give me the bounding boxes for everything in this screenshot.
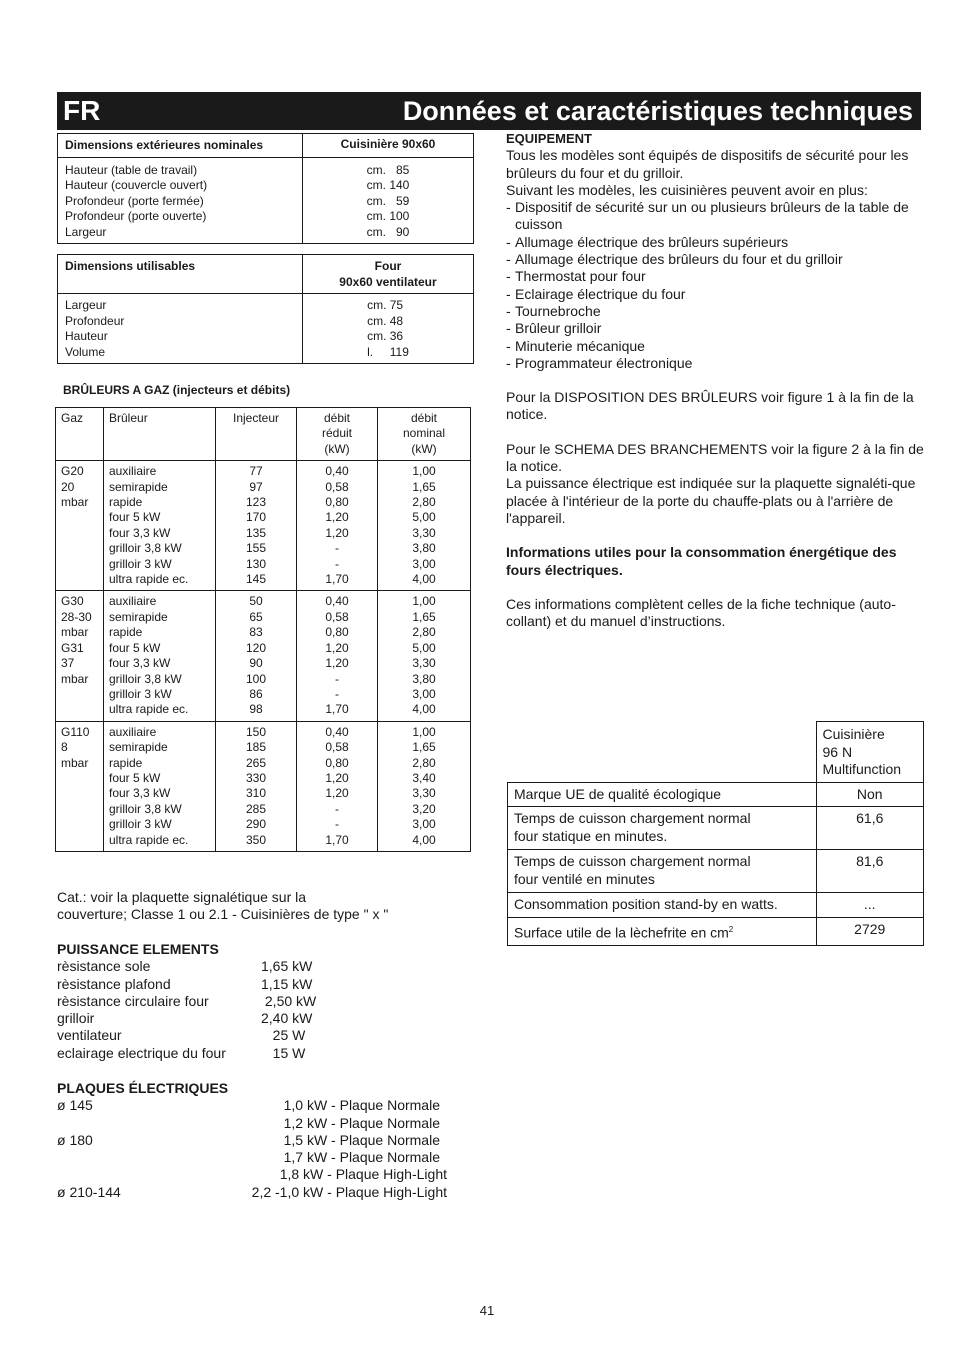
language-code: FR: [63, 95, 101, 126]
injector-list: 77 97 123 170 135 155 130 145: [216, 461, 297, 591]
gas-row-group-g30: [56, 591, 471, 721]
reduced-flow-list: 0,40 0,58 0,80 1,20 1,20 - - 1,70: [297, 591, 378, 721]
power-item: eclairage electrique du four 15 W: [57, 1044, 306, 1061]
plate-item: 1,2 kW - Plaque Normale: [283, 1114, 440, 1131]
power-elements-title: PUISSANCE ELEMENTS: [57, 941, 219, 957]
table-row: Temps de cuisson chargement normal four ventilé en minutes 81,6: [508, 850, 924, 893]
nominal-flow-list: 1,00 1,65 2,80 5,00 3,30 3,80 3,00 4,00: [378, 591, 471, 721]
table-row: Temps de cuisson chargement normal four statique en minutes. 61,6: [508, 807, 924, 850]
energy-table-header: Cuisinière 96 N Multifunction: [816, 722, 924, 783]
plate-item: 1,8 kW - Plaque High-Light: [279, 1166, 447, 1183]
electric-plates-title: PLAQUES ÉLECTRIQUES: [57, 1080, 229, 1096]
list-item: - Brûleur grilloir: [506, 320, 602, 337]
plate-item: ø 180 1,5 kW - Plaque Normale: [57, 1131, 440, 1148]
equipment-intro: Tous les modèles sont équipés de dispositifs de sécurité pour les brûleurs du four et du grilloir.: [506, 147, 909, 181]
table-row: Consommation position stand-by en watts. ...: [508, 893, 924, 918]
table-row: Surface utile de la lèchefrite en $cm^2$ 2729: [508, 917, 924, 945]
gas-header-gaz: Gaz: [56, 408, 104, 461]
gas-header-nominal: débit nominal (kW): [378, 408, 471, 461]
exterior-dims-header: Dimensions extérieures nominales: [58, 134, 303, 158]
gas-burners-table: [55, 407, 471, 852]
burner-layout-note: Pour la DISPOSITION DES BRÛLEURS voir figure 1 à la fin de la notice.: [506, 389, 914, 423]
power-item: grilloir 2,40 kW: [57, 1010, 313, 1027]
power-item: rèsistance sole 1,65 kW: [57, 958, 313, 975]
page-header: [57, 92, 921, 130]
gas-header-burner: Brûleur: [104, 408, 216, 461]
gas-row-group-g110: [56, 721, 471, 851]
usable-dimensions-table: [57, 254, 474, 364]
power-item: ventilateur 25 W: [57, 1027, 306, 1044]
list-item: - Allumage électrique des brûleurs supérieurs: [506, 233, 789, 250]
exterior-dims-values: cm. 85 cm. 140 cm. 59 cm. 100 cm. 90: [303, 157, 474, 244]
list-item: - Programmateur électronique: [506, 354, 693, 371]
plate-item: ø 210-144 2,2 -1,0 kW - Plaque High-Light: [57, 1183, 447, 1200]
reduced-flow-list: 0,40 0,58 0,80 1,20 1,20 - - 1,70: [297, 721, 378, 851]
equipment-list: [506, 199, 924, 372]
list-item: - Tournebroche: [506, 302, 601, 319]
equipment-title: EQUIPEMENT: [506, 131, 592, 146]
electric-plates-section: [57, 1080, 447, 1201]
gas-row-group-g20: [56, 461, 471, 591]
list-item: - Minuterie mécanique: [506, 337, 645, 354]
injector-list: 150 185 265 330 310 285 290 350: [216, 721, 297, 851]
plate-item: 1,7 kW - Plaque Normale: [283, 1149, 440, 1166]
exterior-dimensions-table: [57, 133, 474, 244]
list-item: - Thermostat pour four: [506, 268, 646, 285]
wiring-note: Pour le SCHEMA DES BRANCHEMENTS voir la figure 2 à la fin de la notice.: [506, 440, 924, 475]
usable-dims-values: cm. 75 cm. 48 cm. 36 l. 119: [303, 294, 474, 364]
page-number: 41: [479, 1303, 495, 1318]
reduced-flow-list: 0,40 0,58 0,80 1,20 1,20 - - 1,70: [297, 461, 378, 591]
burner-list: auxiliaire semirapide rapide four 5 kW four 3,3 kW grilloir 3,8 kW grilloir 3 kW ultra rapide ec.: [104, 461, 216, 591]
exterior-dims-model: Cuisinière 90x60: [303, 134, 474, 158]
plate-item: ø 145 1,0 kW - Plaque Normale: [57, 1097, 440, 1114]
equipment-intro-2: Suivant les modèles, les cuisinières peuvent avoir en plus:: [506, 181, 868, 198]
energy-table: [507, 721, 924, 946]
energy-info-text: Ces informations complètent celles de la fiche technique (auto-collant) et du manuel d’instructions.: [506, 595, 896, 630]
gas-header-reduced: débit réduit (kW): [297, 408, 378, 461]
burner-list: auxiliaire semirapide rapide four 5 kW four 3,3 kW grilloir 3,8 kW grilloir 3 kW ultra rapide ec.: [104, 721, 216, 851]
burner-list: auxiliaire semirapide rapide four 5 kW four 3,3 kW grilloir 3,8 kW grilloir 3 kW ultra rapide ec.: [104, 591, 216, 721]
table-row: Marque UE de qualité écologique Non: [508, 782, 924, 807]
power-elements-section: [57, 941, 357, 1062]
gas-type: G30 28-30 mbar G31 37 mbar: [56, 591, 104, 721]
category-note: Cat.: voir la plaquette signalétique sur la couverture; Classe 1 ou 2.1 - Cuisinières de type " x ": [57, 889, 389, 923]
power-rating-note: La puissance électrique est indiquée sur la plaquette signaléti-que placée à l'intérieur de la porte du chauffe-plats ou à l'arrière de l'appareil.: [506, 475, 916, 526]
energy-info-title: Informations utiles pour la consommation énergétique des fours électriques.: [506, 544, 897, 578]
list-item: - Eclairage électrique du four: [506, 285, 686, 302]
nominal-flow-list: 1,00 1,65 2,80 3,40 3,30 3,20 3,00 4,00: [378, 721, 471, 851]
usable-dims-labels: Largeur Profondeur Hauteur Volume: [58, 294, 303, 364]
list-item: - Dispositif de sécurité sur un ou plusieurs brûleurs de la table de cuisson: [506, 199, 909, 233]
equipment-section: [506, 130, 924, 630]
exterior-dims-labels: Hauteur (table de travail) Hauteur (couvercle ouvert) Profondeur (porte fermée) Profondeur (porte ouverte) Largeur: [58, 157, 303, 244]
injector-list: 50 65 83 120 90 100 86 98: [216, 591, 297, 721]
gas-type: G20 20 mbar: [56, 461, 104, 591]
gas-header-injector: Injecteur: [216, 408, 297, 461]
power-item: rèsistance plafond 1,15 kW: [57, 975, 313, 992]
nominal-flow-list: 1,00 1,65 2,80 5,00 3,30 3,80 3,00 4,00: [378, 461, 471, 591]
usable-dims-header: Dimensions utilisables: [58, 255, 303, 294]
gas-table-title: BRÛLEURS A GAZ (injecteurs et débits): [63, 383, 291, 397]
gas-type: G110 8 mbar: [56, 721, 104, 851]
power-item: rèsistance circulaire four 2,50 kW: [57, 992, 317, 1009]
page-title: Données et caractéristiques techniques: [402, 96, 913, 126]
usable-dims-model: Four 90x60 ventilateur: [303, 255, 474, 294]
list-item: - Allumage électrique des brûleurs du four et du grilloir: [506, 251, 843, 268]
